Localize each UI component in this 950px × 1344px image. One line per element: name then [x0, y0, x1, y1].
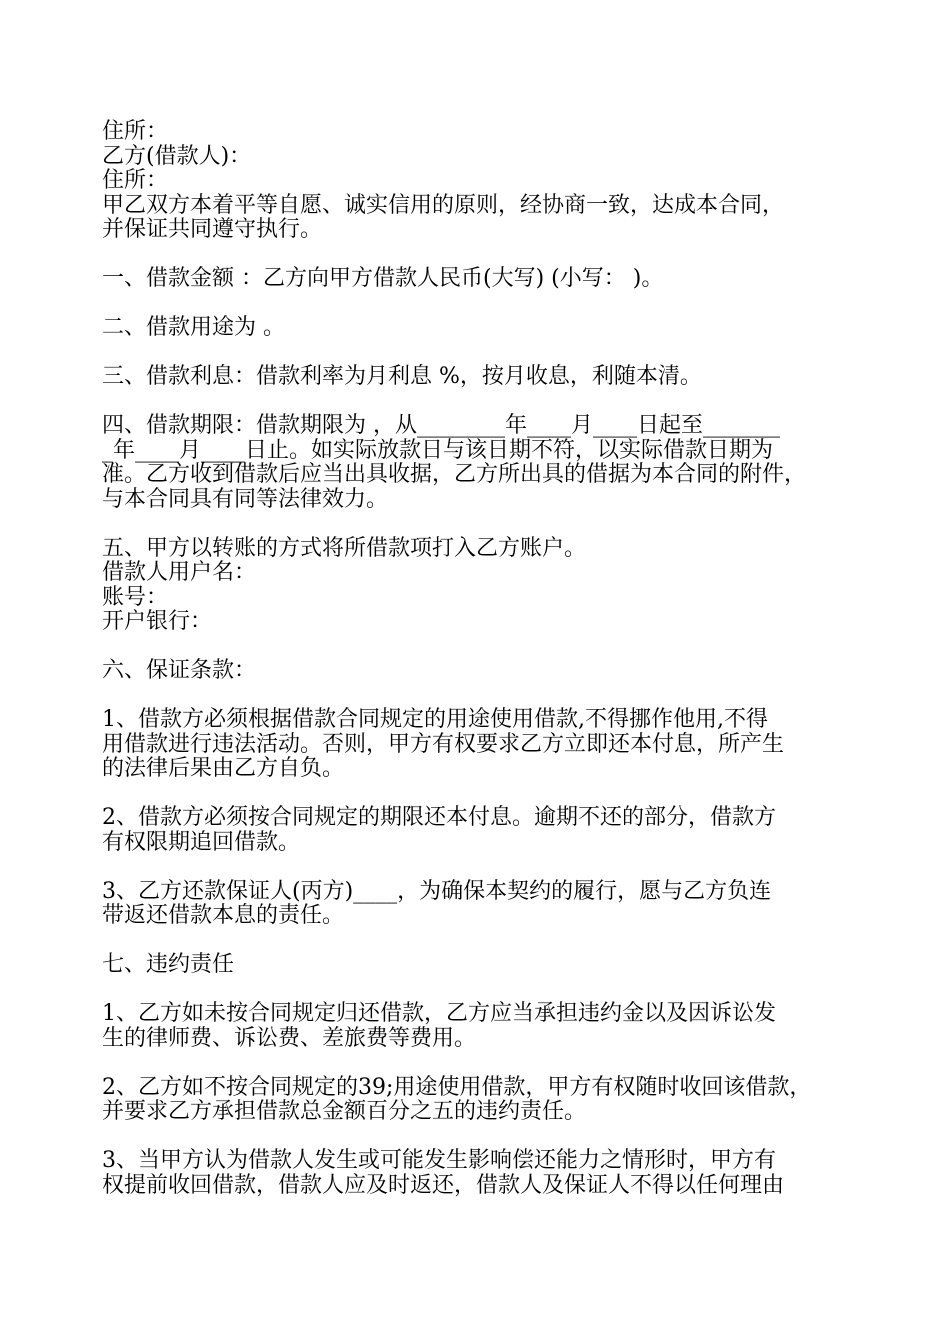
- document-body: [102, 120, 862, 1198]
- blank-line: [102, 978, 862, 1003]
- text-line: 的法律后果由乙方自负。: [102, 756, 345, 781]
- text-line: 准。乙方收到借款后应当出具收据，乙方所出具的借据为本合同的附件，: [102, 462, 807, 487]
- text-line: 二、借款用途为 。: [102, 315, 285, 340]
- text-line: 权提前收回借款，借款人应及时返还，借款人及保证人不得以任何理由: [102, 1172, 785, 1198]
- text-line: 五、甲方以转账的方式将所借款项打入乙方账户。: [102, 535, 587, 561]
- text-line: 甲乙双方本着平等自愿、诚实信用的原则，经协商一致，达成本合同，: [102, 192, 785, 218]
- text-line: 一、借款金额 ：乙方向甲方借款人民币(大写) (小写： )。: [102, 266, 664, 291]
- text-line: 2、乙方如不按合同规定的39;用途使用借款，甲方有权随时收回该借款，: [102, 1074, 812, 1100]
- text-line: 四、借款期限：借款期限为 ，从________年____月____日起至_______: [102, 413, 780, 438]
- text-line: 1、借款方必须根据借款合同规定的用途使用借款,不得挪作他用,不得: [102, 707, 768, 732]
- text-line: 住所：: [102, 119, 169, 144]
- text-line: 六、保证条款：: [102, 658, 257, 683]
- blank-line: [102, 292, 862, 317]
- text-line: 并要求乙方承担借款总金额百分之五的违约责任。: [102, 1099, 587, 1124]
- text-line: 住所：: [102, 168, 169, 193]
- blank-line: [102, 1051, 862, 1076]
- text-line: 生的律师费、诉讼费、差旅费等费用。: [102, 1025, 477, 1051]
- text-line: 3、乙方还款保证人(丙方)____，为确保本契约的履行，愿与乙方负连: [102, 878, 772, 904]
- blank-line: [102, 390, 862, 415]
- text-line: 并保证共同遵守执行。: [102, 217, 323, 242]
- blank-line: [102, 341, 862, 366]
- blank-line: [102, 782, 862, 807]
- text-line: 三、借款利息：借款利率为月利息 %，按月收息，利随本清。: [102, 364, 702, 389]
- text-line: 账号：: [102, 584, 169, 610]
- text-line: 借款人用户名：: [102, 560, 257, 585]
- blank-line: [102, 243, 862, 268]
- blank-line: [102, 635, 862, 660]
- text-line: 1、乙方如未按合同规定归还借款，乙方应当承担违约金以及因诉讼发: [102, 1001, 776, 1026]
- text-line: 开户银行：: [102, 609, 213, 634]
- blank-line: [102, 512, 862, 537]
- blank-line: [102, 855, 862, 880]
- text-line: 七、违约责任: [102, 952, 235, 977]
- text-line: _年____月____日止。如实际放款日与该日期不符，以实际借款日期为: [102, 437, 774, 463]
- text-line: 用借款进行违法活动。否则，甲方有权要求乙方立即还本付息，所产生: [102, 731, 785, 757]
- text-line: 与本合同具有同等法律效力。: [102, 486, 389, 512]
- text-line: 2、借款方必须按合同规定的期限还本付息。逾期不还的部分，借款方: [102, 805, 776, 830]
- text-line: 有权限期追回借款。: [102, 829, 301, 855]
- text-line: 3、当甲方认为借款人发生或可能发生影响偿还能力之情形时，甲方有: [102, 1148, 776, 1173]
- blank-line: [102, 1125, 862, 1150]
- blank-line: [102, 929, 862, 954]
- text-line: 带返还借款本息的责任。: [102, 903, 345, 928]
- blank-line: [102, 684, 862, 709]
- text-line: 乙方(借款人)：: [102, 143, 252, 169]
